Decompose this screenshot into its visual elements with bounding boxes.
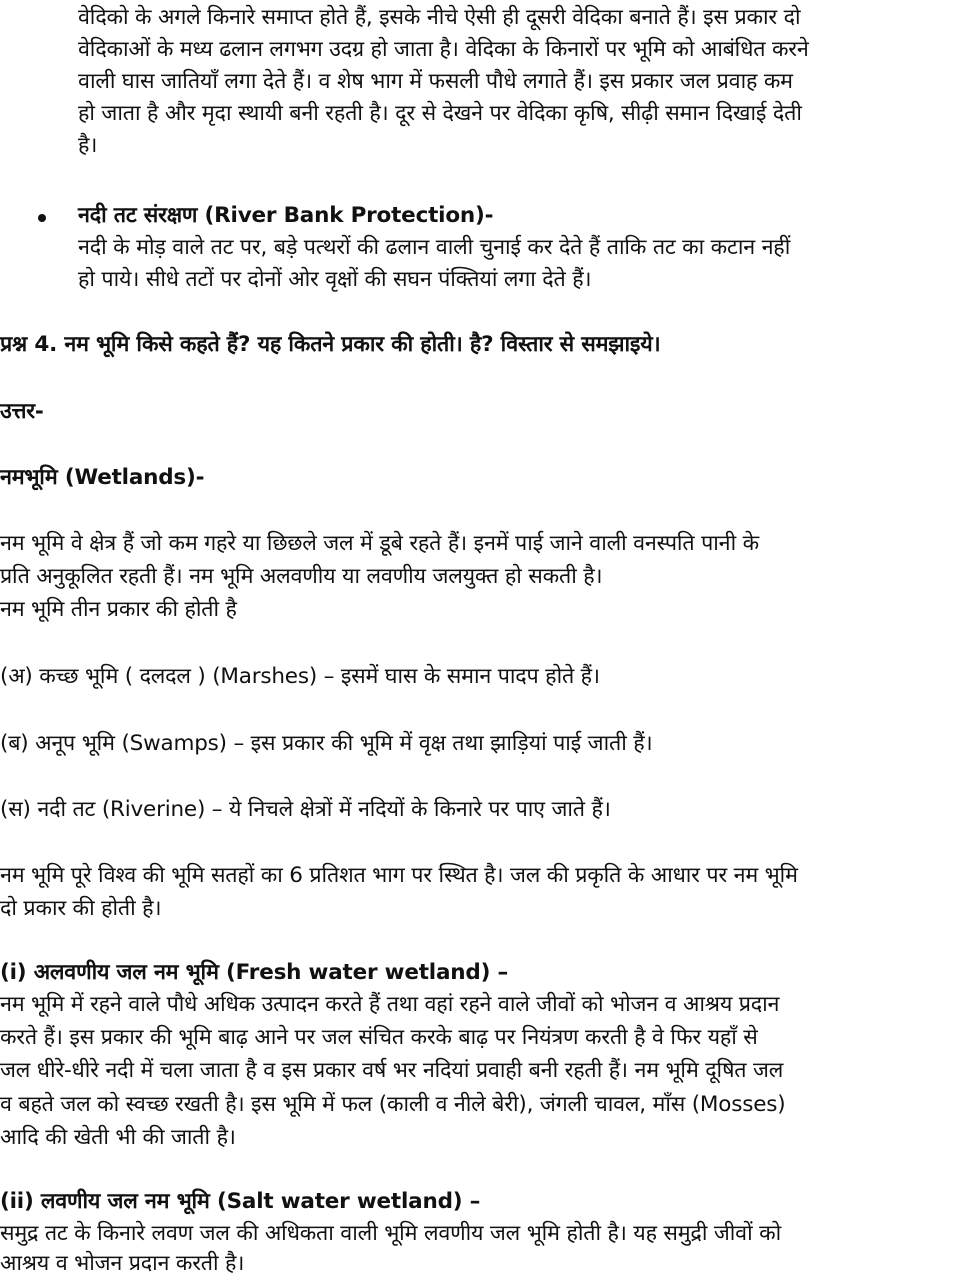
fresh-line-4: व बहते जल को स्वच्छ रखती है। इस भूमि में फल (काली व नीले बेरी), जंगली चावल, माँस (Mosses) xyxy=(0,1092,786,1117)
bullet-heading: नदी तट संरक्षण (River Bank Protection)- xyxy=(78,203,494,228)
bullet-line-2: हो पाये। सीधे तटों पर दोनों ओर वृक्षों की सघन पंक्तियां लगा देते हैं। xyxy=(78,267,592,292)
type-riverine: (स) नदी तट (Riverine) – ये निचले क्षेत्रों में नदियों के किनारे पर पाए जाते हैं। xyxy=(0,797,611,822)
continuation-line-3: वाली घास जातियाँ लगा देते हैं। व शेष भाग में फसली पौधे लगाते हैं। इस प्रकार जल प्रवाह कम xyxy=(78,69,793,94)
type-swamps: (ब) अनूप भूमि (Swamps) – इस प्रकार की भूमि में वृक्ष तथा झाड़ियां पाई जाती हैं। xyxy=(0,731,653,756)
salt-line-1: समुद्र तट के किनारे लवण जल की अधिकता वाली भूमि लवणीय जल भूमि होती है। यह समुद्री जीवों को xyxy=(0,1221,781,1246)
intro-line-3: नम भूमि तीन प्रकार की होती है xyxy=(0,597,237,622)
bullet-dot-icon xyxy=(38,214,46,222)
fresh-heading: (i) अलवणीय जल नम भूमि (Fresh water wetland) – xyxy=(0,960,509,985)
continuation-line-4: हो जाता है और मृदा स्थायी बनी रहती है। दूर से देखने पर वेदिका कृषि, सीढ़ी समान दिखाई देती xyxy=(78,101,802,126)
type-marshes: (अ) कच्छ भूमि ( दलदल ) (Marshes) – इसमें घास के समान पादप होते हैं। xyxy=(0,664,600,689)
continuation-line-1: वेदिको के अगले किनारे समाप्त होते हैं, इसके नीचे ऐसी ही दूसरी वेदिका बनाते हैं। इस प्रकार दो xyxy=(78,5,801,30)
fresh-line-1: नम भूमि में रहने वाले पौधे अधिक उत्पादन करते हैं तथा वहां रहने वाले जीवों को भोजन व आश्रय प्रदान xyxy=(0,992,780,1017)
world-line-2: दो प्रकार की होती है। xyxy=(0,896,162,921)
world-line-1: नम भूमि पूरे विश्व की भूमि सतहों का 6 प्रतिशत भाग पर स्थित है। जल की प्रकृति के आधार पर नम भूमि xyxy=(0,863,798,888)
wetlands-heading: नमभूमि (Wetlands)- xyxy=(0,465,205,490)
fresh-line-5: आदि की खेती भी की जाती है। xyxy=(0,1125,236,1150)
continuation-line-5: है। xyxy=(78,133,98,158)
answer-label: उत्तर- xyxy=(0,399,44,424)
salt-heading: (ii) लवणीय जल नम भूमि (Salt water wetland) – xyxy=(0,1189,481,1214)
intro-line-2: प्रति अनुकूलित रहती हैं। नम भूमि अलवणीय या लवणीय जलयुक्त हो सकती है। xyxy=(0,564,603,589)
continuation-line-2: वेदिकाओं के मध्य ढलान लगभग उदग्र हो जाता है। वेदिका के किनारों पर भूमि को आबंधित करने xyxy=(78,37,809,62)
question-heading: प्रश्न 4. नम भूमि किसे कहते हैं? यह कितने प्रकार की होती। है? विस्तार से समझाइये। xyxy=(0,332,661,357)
intro-line-1: नम भूमि वे क्षेत्र हैं जो कम गहरे या छिछले जल में डूबे रहते हैं। इनमें पाई जाने वाली वनस्पति पानी के xyxy=(0,531,759,556)
fresh-line-2: करते हैं। इस प्रकार की भूमि बाढ़ आने पर जल संचित करके बाढ़ पर नियंत्रण करती है वे फिर यहाँ से xyxy=(0,1025,758,1050)
bullet-line-1: नदी के मोड़ वाले तट पर, बड़े पत्थरों की ढलान वाली चुनाई कर देते हैं ताकि तट का कटान नहीं xyxy=(78,235,791,260)
salt-line-2: आश्रय व भोजन प्रदान करती है। xyxy=(0,1251,245,1276)
fresh-line-3: जल धीरे-धीरे नदी में चला जाता है व इस प्रकार वर्ष भर नदियां प्रवाही बनी रहती हैं। नम भूमि दूषित जल xyxy=(0,1058,784,1083)
